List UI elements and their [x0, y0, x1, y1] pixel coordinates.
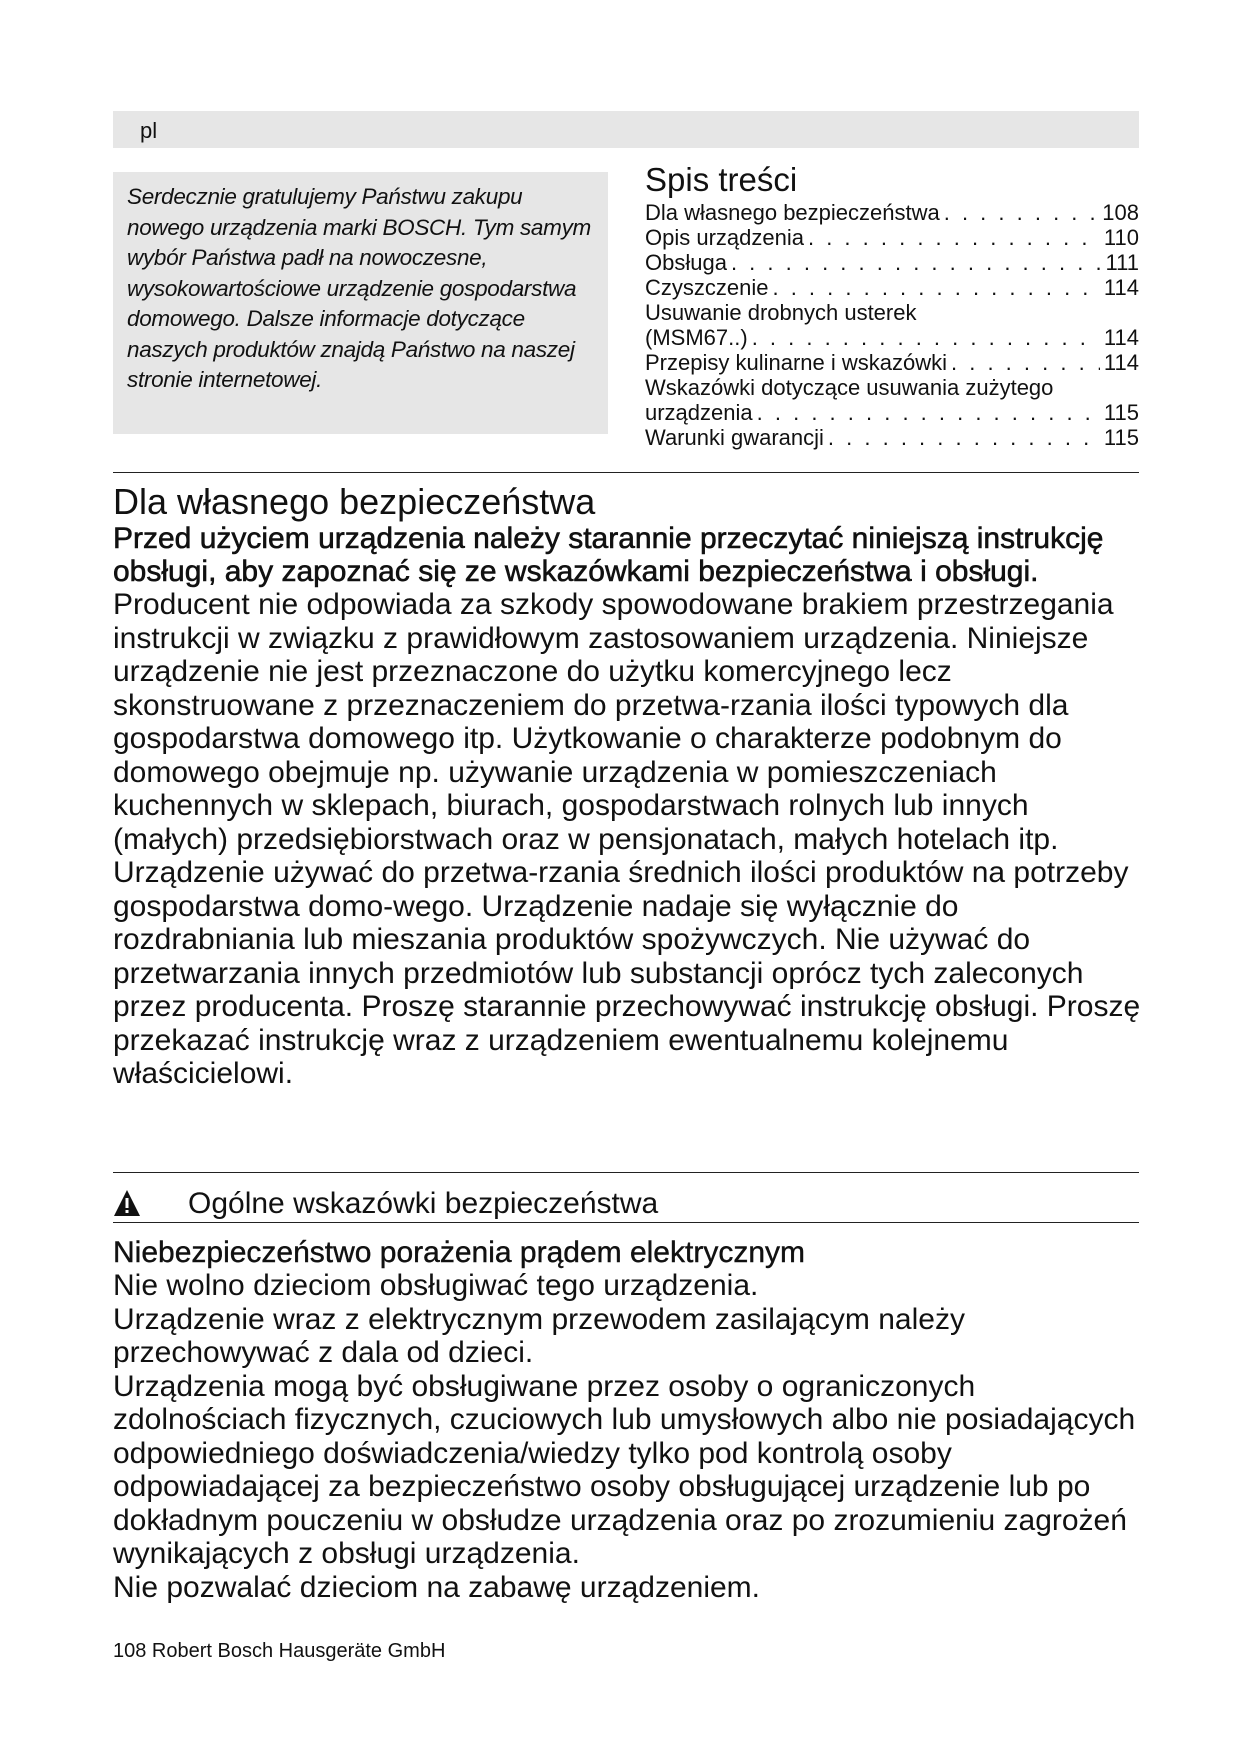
toc-entry-page: 114 [1103, 325, 1139, 350]
toc-entry-title: Obsługa [645, 250, 727, 275]
general-safety-header [113, 1186, 1139, 1222]
toc-entry-page: 114 [1103, 350, 1139, 375]
toc-entry-title: Czyszczenie [645, 275, 769, 300]
general-paragraph: Urządzenie wraz z elektrycznym przewodem zasilającym należy przechowywać z dala od dzieci. [113, 1302, 965, 1369]
general-paragraph: Urządzenia mogą być obsługiwane przez osoby o ograniczonych zdolnościach fizycznych, czuciowych lub umysłowych albo nie posiadających odpowiedniego doświadczenia/wiedzy tylko pod kontrolą osoby odpowiadającej za bezpieczeństwo osoby obsługującej urządzenie lub po dokładnym pouczeniu w obsłudze urządzenia oraz po zrozumieniu zagrożeń wynikających z obsługi urządzenia. [113, 1369, 1136, 1570]
toc-title: Spis treści [645, 161, 798, 198]
toc-entry[interactable] [645, 225, 1139, 250]
toc-entry-page: 114 [1103, 275, 1139, 300]
toc-entry[interactable] [645, 350, 1139, 375]
language-tag: pl [140, 118, 158, 143]
toc-entry-page: 115 [1103, 425, 1139, 450]
safety-body: Producent nie odpowiada za szkody spowodowane brakiem przestrzegania instrukcji w związku z prawidłowym zastosowaniem urządzenia. Niniejsze urządzenie nie jest przeznaczone do użytku komercyjnego lecz skonstruowane z przeznaczeniem do przetwa-rzania ilości typowych dla gospodarstwa domowego itp. Użytkowanie o charakterze podobnym do domowego obejmuje np. używanie urządzenia w pomieszczeniach kuchennych w sklepach, biurach, gospodarstwach rolnych lub innych (małych) przedsiębiorstwach oraz w pensjonatach, małych hotelach itp. Urządzenie używać do przetwa-rzania średnich ilości produktów na potrzeby gospodarstwa domo-wego. Urządzenie nadaje się wyłącznie do rozdrabniania lub mieszania produktów spożywczych. Nie używać do przetwarzania innych przedmiotów lub substancji oprócz tych zaleconych przez producenta. Proszę starannie przechowywać instrukcję obsługi. Proszę przekazać instrukcję wraz z urządzeniem ewentualnemu kolejnemu właścicielowi. [113, 588, 1141, 1090]
toc-entry-page: 108 [1102, 200, 1139, 225]
toc-entry-title: Dla własnego bezpieczeństwa [645, 200, 940, 225]
toc-entry-page: 115 [1103, 400, 1139, 425]
toc-entry-title: Usuwanie drobnych usterek [645, 300, 917, 325]
toc-entry[interactable] [645, 300, 1139, 350]
intro-text: Serdecznie gratulujemy Państwu zakupu nowego urządzenia marki BOSCH. Tym samym wybór Państwa padł na nowoczesne, wysokowartościowe urządzenie gospodarstwa domowego. Dalsze informacje dotyczące naszych produktów znajdą Państwo na naszej stronie internetowej. [127, 184, 591, 392]
page-footer: 108 Robert Bosch Hausgeräte GmbH [113, 1640, 446, 1662]
safety-lead: Przed użyciem urządzenia należy starannie przeczytać niniejszą instrukcję obsługi, aby zapoznać się ze wskazówkami bezpieczeństwa i obsługi. [113, 522, 1104, 588]
toc-entry-title-cont: urządzenia [645, 400, 753, 425]
general-paragraph: Nie wolno dzieciom obsługiwać tego urządzenia. [113, 1269, 759, 1302]
toc-entry-page: 111 [1105, 250, 1139, 275]
electric-shock-subheading: Niebezpieczeństwo porażenia prądem elektrycznym [113, 1236, 805, 1269]
toc-entry[interactable] [645, 275, 1139, 300]
toc-entry[interactable] [645, 200, 1139, 225]
warning-triangle-icon [113, 1189, 141, 1217]
toc-entry-title-cont: (MSM67..) [645, 325, 748, 350]
toc-entry-page: 110 [1103, 225, 1139, 250]
language-bar [113, 111, 1139, 148]
intro-box [113, 172, 608, 434]
table-of-contents [645, 160, 1139, 450]
toc-entry-title: Przepisy kulinarne i wskazówki [645, 350, 947, 375]
safety-heading: Dla własnego bezpieczeństwa [113, 481, 596, 522]
divider [113, 1222, 1139, 1223]
general-safety-section [113, 1236, 1143, 1604]
toc-entry-title: Wskazówki dotyczące usuwania zużytego [645, 375, 1054, 400]
toc-entry[interactable] [645, 375, 1139, 425]
toc-entry[interactable] [645, 425, 1139, 450]
divider [113, 472, 1139, 473]
general-safety-heading: Ogólne wskazówki bezpieczeństwa [188, 1187, 659, 1220]
general-paragraph: Nie pozwalać dzieciom na zabawę urządzeniem. [113, 1570, 760, 1604]
toc-entry-title: Warunki gwarancji [645, 425, 824, 450]
safety-section [113, 482, 1143, 1091]
divider [113, 1172, 1139, 1173]
toc-entry[interactable] [645, 250, 1139, 275]
toc-entry-title: Opis urządzenia [645, 225, 804, 250]
